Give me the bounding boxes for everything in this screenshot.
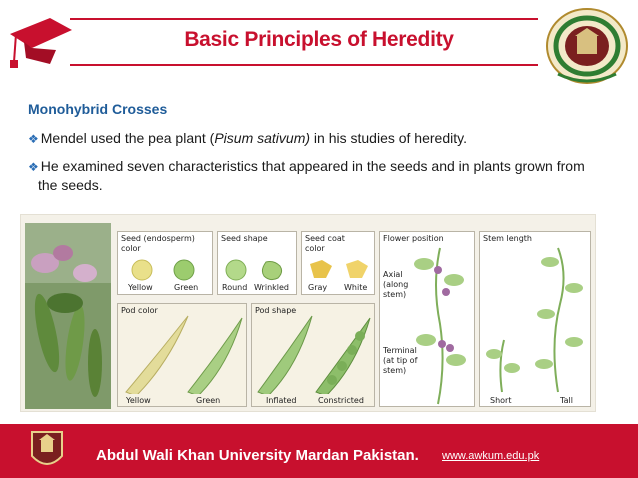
panel-title: Stem length <box>483 234 532 243</box>
flower-position-illustration <box>380 244 476 406</box>
panel-title: Seed coat <box>305 234 345 243</box>
seed-color-illustration <box>118 258 214 282</box>
trait-label: White <box>344 283 368 292</box>
panel-stem-length <box>479 231 591 407</box>
panel-seed-coat-color <box>301 231 375 295</box>
panel-title: Seed shape <box>221 234 268 243</box>
trait-label: stem) <box>383 366 407 375</box>
footer-university-name: Abdul Wali Khan University Mardan Pakistan. <box>96 447 419 464</box>
panel-title: Flower position <box>383 234 444 243</box>
trait-label: Yellow <box>126 396 151 405</box>
panel-flower-position <box>379 231 475 407</box>
trait-label: Constricted <box>318 396 364 405</box>
pea-characteristics-figure <box>20 214 596 412</box>
trait-label: Short <box>490 396 512 405</box>
slide-header <box>0 0 638 88</box>
trait-label: stem) <box>383 290 407 299</box>
university-logo-icon <box>30 430 64 472</box>
pod-color-illustration <box>118 314 248 394</box>
bullet-item <box>28 157 618 194</box>
panel-seed-shape <box>217 231 297 295</box>
trait-label: Green <box>196 396 221 405</box>
panel-title: color <box>305 244 325 253</box>
flower-color-illustration <box>302 258 376 282</box>
panel-pod-shape <box>251 303 375 407</box>
trait-label: Yellow <box>128 283 153 292</box>
trait-label: Tall <box>560 396 573 405</box>
panel-seed-color <box>117 231 213 295</box>
bullet-text-continued: the seeds. <box>38 177 103 193</box>
bullet-italic-text: Pisum sativum) <box>214 130 311 146</box>
bullet-diamond-icon: ❖ <box>28 132 39 146</box>
trait-label: Terminal <box>383 346 417 355</box>
slide-title: Basic Principles of Heredity <box>184 28 454 51</box>
trait-label: Wrinkled <box>254 283 289 292</box>
university-seal-icon <box>544 6 630 86</box>
seed-shape-illustration <box>218 258 298 282</box>
trait-label: Inflated <box>266 396 297 405</box>
panel-title: color <box>121 244 141 253</box>
bullet-text: Mendel used the pea plant ( <box>40 130 215 146</box>
trait-label: Green <box>174 283 199 292</box>
slide-footer <box>0 424 638 478</box>
section-subheading: Monohybrid Crosses <box>28 101 168 117</box>
trait-label: Axial <box>383 270 403 279</box>
title-rule-bottom <box>70 64 538 66</box>
bullet-item <box>28 129 618 148</box>
panel-title: Pod shape <box>255 306 297 315</box>
pod-shape-illustration <box>252 314 376 394</box>
panel-pod-color <box>117 303 247 407</box>
bullet-diamond-icon: ❖ <box>28 160 39 174</box>
bullet-text: in his studies of heredity. <box>310 130 467 146</box>
panel-title: Seed (endosperm) <box>121 234 195 243</box>
trait-label: Round <box>222 283 248 292</box>
trait-label: Gray <box>308 283 328 292</box>
title-rule-top <box>70 18 538 20</box>
trait-label: (at tip of <box>383 356 418 365</box>
bullet-text: He examined seven characteristics that appeared in the seeds and in plants grown from <box>40 158 585 174</box>
trait-label: (along <box>383 280 409 289</box>
pea-plant-photo <box>25 223 111 409</box>
panel-title: Pod color <box>121 306 158 315</box>
footer-website-link[interactable]: www.awkum.edu.pk <box>442 450 540 462</box>
stem-length-illustration <box>480 244 592 394</box>
